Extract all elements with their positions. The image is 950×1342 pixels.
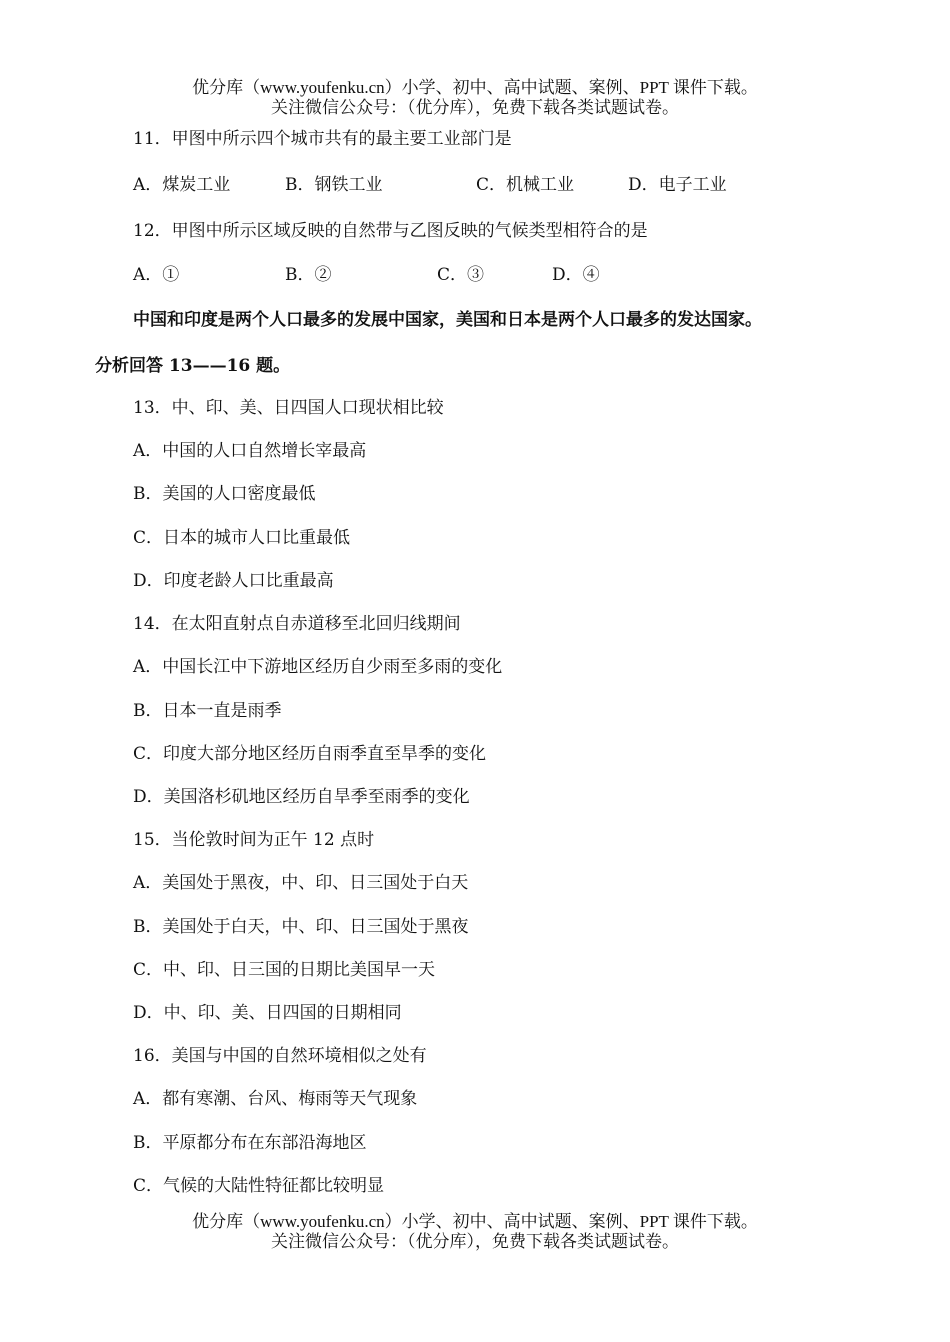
question-13-stem: 13．中、印、美、日四国人口现状相比较 xyxy=(133,398,444,418)
question-16-stem: 16．美国与中国的自然环境相似之处有 xyxy=(133,1046,427,1066)
question-14-stem: 14．在太阳直射点自赤道移至北回归线期间 xyxy=(133,614,461,634)
page-header-line-2: 关注微信公众号：（优分库），免费下载各类试题试卷。 xyxy=(271,98,679,117)
question-16-option-c: C．气候的大陆性特征都比较明显 xyxy=(133,1176,385,1196)
intro-line-2: 分析回答 13——16 题。 xyxy=(95,356,291,376)
question-11-option-a: A．煤炭工业 xyxy=(133,175,231,195)
question-12-option-a: A．① xyxy=(133,265,180,285)
question-11-stem: 11．甲图中所示四个城市共有的最主要工业部门是 xyxy=(133,129,512,149)
question-15-option-b: B．美国处于白天，中、印、日三国处于黑夜 xyxy=(133,917,469,937)
page-footer-line-1: 优分库（www.youfenku.cn）小学、初中、高中试题、案例、PPT 课件下载。 xyxy=(192,1212,758,1231)
question-15-option-a: A．美国处于黑夜，中、印、日三国处于白天 xyxy=(133,873,469,893)
question-13-option-b: B．美国的人口密度最低 xyxy=(133,484,316,504)
question-16-option-b: B．平原都分布在东部沿海地区 xyxy=(133,1133,367,1153)
question-11-option-d: D．电子工业 xyxy=(628,175,727,195)
question-15-option-d: D．中、印、美、日四国的日期相同 xyxy=(133,1003,402,1023)
question-12-stem: 12．甲图中所示区域反映的自然带与乙图反映的气候类型相符合的是 xyxy=(133,221,648,241)
page-header-line-1: 优分库（www.youfenku.cn）小学、初中、高中试题、案例、PPT 课件下载。 xyxy=(192,78,758,97)
question-14-option-c: C．印度大部分地区经历自雨季直至旱季的变化 xyxy=(133,744,487,764)
question-11-option-b: B．钢铁工业 xyxy=(285,175,383,195)
question-15-option-c: C．中、印、日三国的日期比美国早一天 xyxy=(133,960,436,980)
question-13-option-c: C．日本的城市人口比重最低 xyxy=(133,528,351,548)
question-12-option-d: D．④ xyxy=(552,265,600,285)
question-14-option-a: A．中国长江中下游地区经历自少雨至多雨的变化 xyxy=(133,657,503,677)
question-11-option-c: C．机械工业 xyxy=(476,175,575,195)
page-footer-line-2: 关注微信公众号：（优分库），免费下载各类试题试卷。 xyxy=(271,1232,679,1251)
question-13-option-a: A．中国的人口自然增长宰最高 xyxy=(133,441,367,461)
question-13-option-d: D．印度老龄人口比重最高 xyxy=(133,571,334,591)
question-15-stem: 15．当伦敦时间为正午 12 点时 xyxy=(133,830,375,850)
question-16-option-a: A．都有寒潮、台风、梅雨等天气现象 xyxy=(133,1089,418,1109)
question-12-option-b: B．② xyxy=(285,265,332,285)
question-12-option-c: C．③ xyxy=(437,265,485,285)
question-14-option-d: D．美国洛杉矶地区经历自旱季至雨季的变化 xyxy=(133,787,470,807)
intro-line-1: 中国和印度是两个人口最多的发展中国家，美国和日本是两个人口最多的发达国家。 xyxy=(133,310,762,330)
question-14-option-b: B．日本一直是雨季 xyxy=(133,701,282,721)
